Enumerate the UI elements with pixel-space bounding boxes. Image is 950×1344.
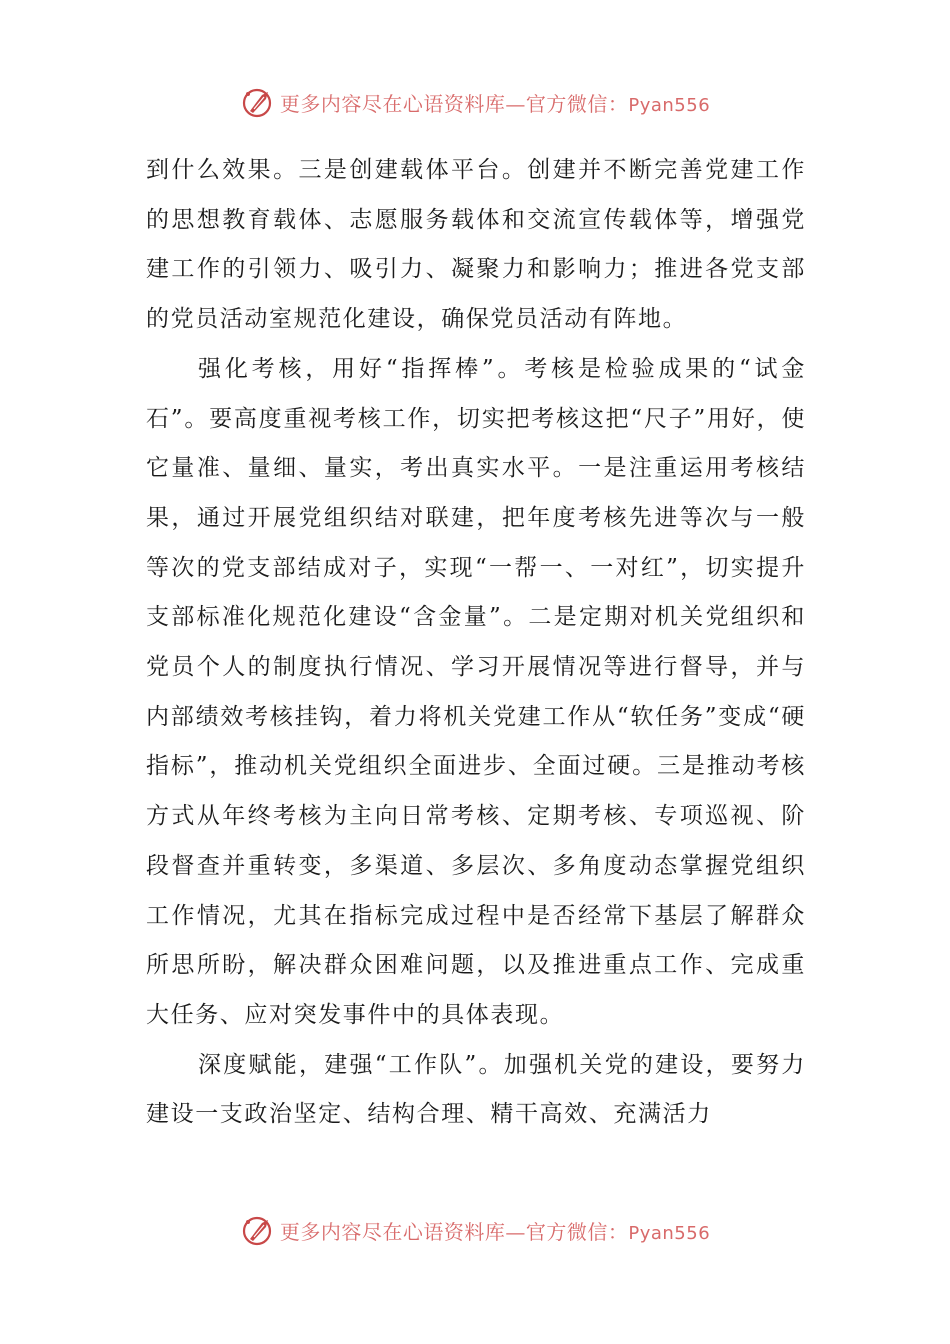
paragraph-3: 深度赋能，建强“工作队”。加强机关党的建设，要努力建设一支政治坚定、结构合理、精干高效、充满活力 bbox=[146, 1051, 806, 1128]
pen-nib-circle-icon bbox=[240, 84, 276, 120]
header-wechat-id: Pyan556 bbox=[628, 94, 711, 116]
header-banner bbox=[0, 82, 950, 122]
document-body bbox=[146, 146, 806, 1140]
pen-nib-circle-icon bbox=[240, 1212, 276, 1248]
paragraph-2: 强化考核，用好“指挥棒”。考核是检验成果的“试金石”。要高度重视考核工作，切实把考核这把“尺子”用好，使它量准、量细、量实，考出真实水平。一是注重运用考核结果，通过开展党组织结对联建，把年度考核先进等次与一般等次的党支部结成对子，实现“一帮一、一对红”，切实提升支部标准化规范化建设“含金量”。二是定期对机关党组织和党员个人的制度执行情况、学习开展情况等进行督导，并与内部绩效考核挂钩，着力将机关党建工作从“软任务”变成“硬指标”，推动机关党组织全面进步、全面过硬。三是推动考核方式从年终考核为主向日常考核、定期考核、专项巡视、阶段督查并重转变，多渠道、多层次、多角度动态掌握党组织工作情况，尤其在指标完成过程中是否经常下基层了解群众所思所盼，解决群众困难问题，以及推进重点工作、完成重大任务、应对突发事件中的具体表现。 bbox=[146, 355, 806, 1028]
paragraph-1: 到什么效果。三是创建载体平台。创建并不断完善党建工作的思想教育载体、志愿服务载体和交流宣传载体等，增强党建工作的引领力、吸引力、凝聚力和影响力；推进各党支部的党员活动室规范化建设，确保党员活动有阵地。 bbox=[146, 157, 806, 333]
footer-wechat-id: Pyan556 bbox=[628, 1222, 711, 1244]
footer-banner bbox=[0, 1210, 950, 1250]
footer-text: 更多内容尽在心语资料库—官方微信：Pyan556 bbox=[279, 1219, 711, 1244]
header-text: 更多内容尽在心语资料库—官方微信：Pyan556 bbox=[279, 91, 711, 116]
